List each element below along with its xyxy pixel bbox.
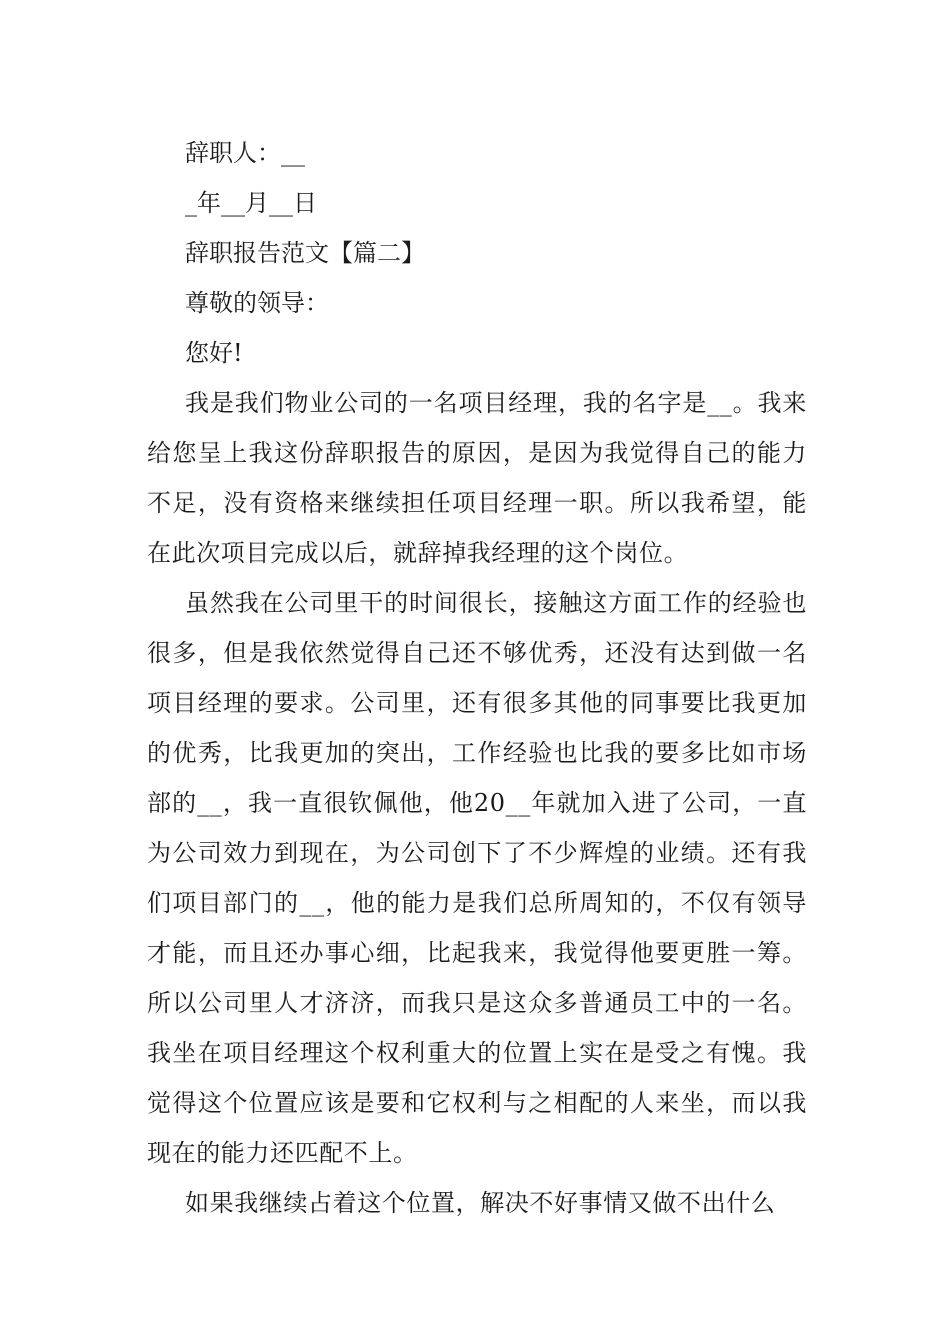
body-paragraph-2: 虽然我在公司里干的时间很长，接触这方面工作的经验也很多，但是我依然觉得自己还不够优秀，还没有达到做一名项目经理的要求。公司里，还有很多其他的同事要比我更加的优秀，比我更加的突出，工作经验也比我的要多比如市场部的__，我一直很钦佩他，他20__年就加入进了公司，一直为公司效力到现在，为公司创下了不少辉煌的业绩。还有我们项目部门的__，他的能力是我们总所周知的，不仅有领导才能，而且还办事心细，比起我来，我觉得他要更胜一筹。所以公司里人才济济，而我只是这众多普通员工中的一名。我坐在项目经理这个权利重大的位置上实在是受之有愧。我觉得这个位置应该是要和它权利与之相配的人来坐，而以我现在的能力还匹配不上。: [147, 589, 807, 1167]
body-paragraph-3: 如果我继续占着这个位置，解决不好事情又做不出什么: [185, 1189, 776, 1217]
resigner-signature-line: 辞职人：__: [185, 139, 305, 167]
date-line: _年__月__日: [185, 189, 317, 217]
salutation: 尊敬的领导：: [185, 289, 329, 317]
document-page: [147, 128, 807, 1228]
section-title: 辞职报告范文【篇二】: [185, 239, 425, 267]
body-paragraph-1: 我是我们物业公司的一名项目经理，我的名字是__。我来给您呈上我这份辞职报告的原因，是因为我觉得自己的能力不足，没有资格来继续担任项目经理一职。所以我希望，能在此次项目完成以后，就辞掉我经理的这个岗位。: [147, 389, 807, 567]
greeting: 您好!: [185, 339, 243, 367]
